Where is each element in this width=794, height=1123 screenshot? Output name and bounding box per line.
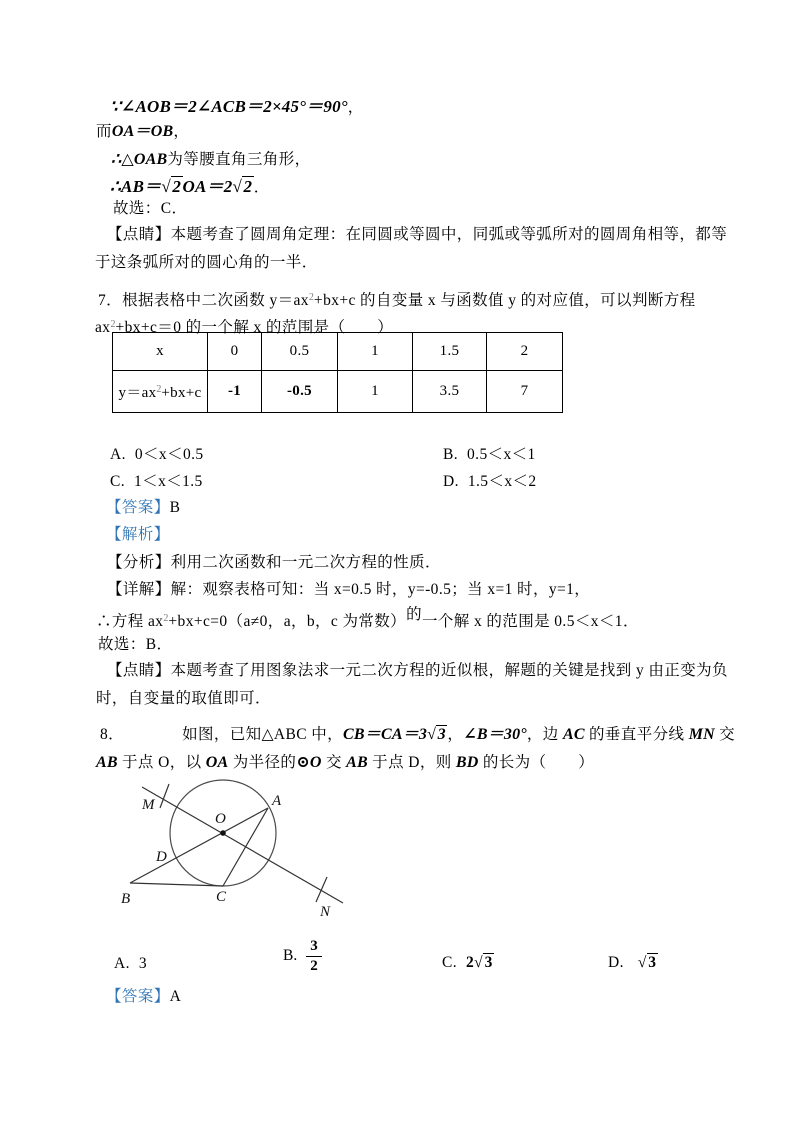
option-label: B. xyxy=(443,446,459,463)
analysis-header xyxy=(106,524,170,545)
superscript: 2 xyxy=(163,613,169,624)
fenxi-label: 【分析】 xyxy=(107,554,171,571)
label-O: O xyxy=(215,811,226,827)
math-expression: AB xyxy=(96,754,118,771)
answer-label: 【答案】 xyxy=(106,499,170,516)
label-B: B xyxy=(121,891,131,907)
math-expression: AC xyxy=(562,726,585,743)
answer-label: 【答案】 xyxy=(106,988,170,1005)
table-cell: 2 xyxy=(487,333,563,371)
note-label: 【点睛】 xyxy=(107,662,171,679)
table-cell: 1 xyxy=(338,333,413,371)
option-b: B. 0.5＜x＜1 xyxy=(443,446,536,463)
sqrt-sign: √ xyxy=(161,177,171,196)
option-label: D. xyxy=(608,954,624,971)
table-cell: 3.5 xyxy=(413,371,487,413)
sqrt-sign: √ xyxy=(474,954,484,971)
question7-stem-line2: $ax^2+bx+c=0$ 的一个解 x 的范围是（ ） xyxy=(95,319,394,336)
option-label: A. xyxy=(110,446,126,463)
math-expression: MN xyxy=(688,726,715,743)
radicand: 2 xyxy=(243,177,253,196)
note-label: 【点睛】 xyxy=(107,226,171,243)
label-M: M xyxy=(142,797,155,813)
solution-step-line xyxy=(110,96,364,118)
jiexi-label: 【解析】 xyxy=(106,526,170,543)
math-expression: CB＝CA＝3√3 xyxy=(343,726,446,743)
line-MN xyxy=(142,787,343,903)
tick-mark-N xyxy=(316,877,327,902)
xiangjie-label: 【详解】 xyxy=(107,581,171,598)
option-a: A. 0＜x＜0.5 xyxy=(110,446,204,463)
option-label: A. xyxy=(114,955,130,972)
label-C: C xyxy=(216,889,227,905)
question8-stem-line2: AB 于点 O，以 OA 为半径的⊙O 交 AB 于点 D，则 BD 的长为（ ） xyxy=(96,754,595,771)
option-label: C. xyxy=(442,954,458,971)
answer-value: A xyxy=(169,988,182,1005)
math-expression: AB xyxy=(346,754,368,771)
option-label: B. xyxy=(283,947,298,964)
punctuation: ， xyxy=(173,123,190,140)
superscript: 2 xyxy=(110,319,116,330)
math-expression: OA xyxy=(205,754,229,771)
question-number: 7． xyxy=(98,292,123,309)
punctuation: ， xyxy=(347,99,364,116)
solution-step-line xyxy=(110,176,270,198)
sqrt-sign: √ xyxy=(427,726,437,743)
answer-line xyxy=(106,497,180,518)
table-cell: 1 xyxy=(338,371,413,413)
math-expression: ⊙O xyxy=(296,754,322,771)
fenxi-paragraph: 【分析】利用二次函数和一元二次方程的性质． xyxy=(107,554,441,571)
option-d: D. 1.5＜x＜2 xyxy=(443,473,537,490)
fraction xyxy=(306,938,322,975)
math-expression: ∵∠AOB＝2∠ACB＝2×45°＝90° xyxy=(110,97,348,116)
punctuation: ． xyxy=(253,179,270,196)
option-c: C. 1＜x＜1.5 xyxy=(110,473,203,490)
table-cell: $y=ax^2+bx+c$ xyxy=(113,371,208,413)
fraction-denominator: 2 xyxy=(310,957,318,974)
answer-choice-line: 故选：C． xyxy=(113,200,188,217)
center-point-O xyxy=(220,830,226,836)
fraction-numerator: 3 xyxy=(306,938,322,957)
note-paragraph-line2: 时，自变量的取值即可． xyxy=(96,690,271,707)
superscript: 2 xyxy=(156,384,162,395)
option-label: C. xyxy=(110,473,126,490)
answer-line xyxy=(106,986,181,1007)
radicand: 3 xyxy=(437,726,446,743)
option-b xyxy=(283,935,322,977)
note-paragraph-line1: 【点睛】本题考查了圆周角定理：在同圆或等圆中，同弧或等弧所对的圆周角相等，都等 xyxy=(107,226,728,243)
sqrt-sign: √ xyxy=(637,954,647,971)
table-cell: 7 xyxy=(487,371,563,413)
note-paragraph-line1: 【点睛】本题考查了用图象法求一元二次方程的近似根，解题的关键是找到 y 由正变为负 xyxy=(107,662,728,679)
label-D: D xyxy=(156,849,167,865)
xiangjie-paragraph: 【详解】解：观察表格可知：当 x=0.5 时，y=-0.5；当 x=1 时，y=1， xyxy=(107,581,591,598)
math-expression: ∠B＝30° xyxy=(463,726,527,743)
answer-value: B xyxy=(169,499,181,516)
coefficient: 2 xyxy=(466,954,475,971)
answer-choice-line: 故选：B． xyxy=(98,636,173,653)
table-cell: x xyxy=(113,333,208,371)
raised-char: 的 xyxy=(406,606,422,623)
table-cell: 0 xyxy=(208,333,262,371)
radicand: 2 xyxy=(172,177,182,196)
option-d xyxy=(608,952,658,973)
label-N: N xyxy=(320,904,331,920)
solution-step-line xyxy=(111,149,311,170)
table-row xyxy=(113,371,563,413)
note-paragraph-line2: 于这条弧所对的圆心角的一半． xyxy=(95,254,318,271)
question8-stem-line1: 8． 如图，已知△ABC 中，CB＝CA＝3√3，∠B＝30°，边 AC 的垂直平分线 MN 交 xyxy=(100,726,736,743)
question7-stem-line1: 7．根据表格中二次函数 $y=ax^2+bx+c$ 的自变量 x 与函数值 y 的对应值，可以判断方程 xyxy=(98,292,696,309)
table-cell: 0.5 xyxy=(262,333,338,371)
superscript: 2 xyxy=(308,292,314,303)
math-expression: BD xyxy=(455,754,479,771)
table-cell: -0.5 xyxy=(262,371,338,413)
table-cell: 1.5 xyxy=(413,333,487,371)
label-A: A xyxy=(272,793,282,809)
table-row xyxy=(113,333,563,371)
question-number: 8． xyxy=(100,726,125,743)
option-label: D. xyxy=(443,473,459,490)
option-a: A. 3 xyxy=(114,955,148,972)
math-expression: ∴△OAB xyxy=(111,151,168,168)
conclusion-line: ∴方程 $ax^2+bx+c=0(a\ne 0$，a，b，c 为常数）的一个解 x 的范围是 0.5＜x＜1． xyxy=(96,606,639,630)
cjk-text: 为等腰直角三角形， xyxy=(167,151,311,168)
cjk-text: 而 xyxy=(96,123,112,140)
sqrt-sign: √ xyxy=(232,177,242,196)
option-c xyxy=(442,952,494,973)
tick-mark-M xyxy=(160,784,169,808)
geometry-figure xyxy=(100,778,360,928)
math-expression: ∴AB＝√2OA＝2√2 xyxy=(110,177,253,196)
radicand: 3 xyxy=(484,954,493,971)
values-table xyxy=(112,332,563,413)
solution-step-line xyxy=(96,121,189,142)
radicand: 3 xyxy=(648,954,657,971)
math-expression: OA＝OB xyxy=(111,123,174,140)
table-cell: -1 xyxy=(208,371,262,413)
